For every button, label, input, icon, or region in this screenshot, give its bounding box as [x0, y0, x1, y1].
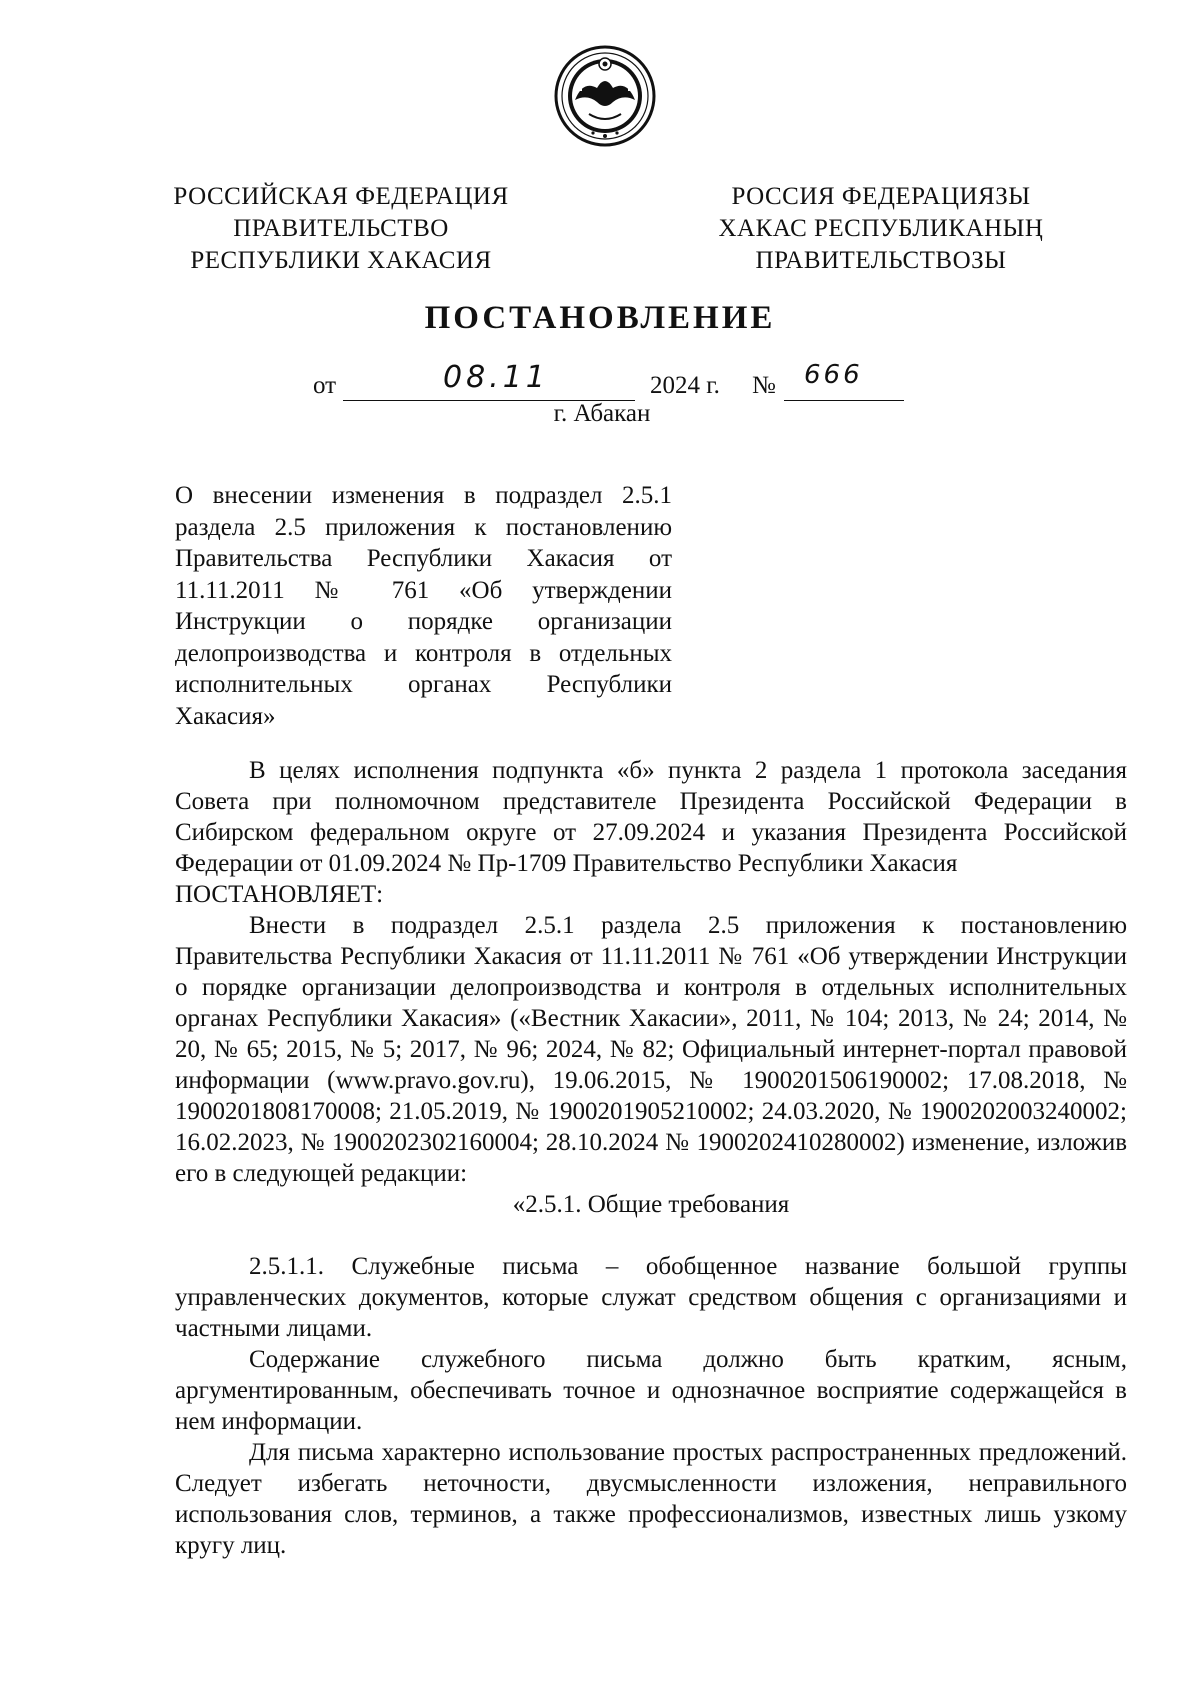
header-russian [160, 181, 522, 277]
paragraph: Содержание служебного письма должно быть кратким, ясным, аргументированным, обеспечивать точное и однозначное восприятие содержащейся в нем информации. [175, 1346, 1127, 1435]
document-body [175, 755, 1127, 1561]
number-label: № [752, 372, 776, 399]
paragraph: Для письма характерно использование простых распространенных предложений. Следует избегать неточности, двусмысленности изложения, неправильного использования слов, терминов, а также профессионализмов, известных лишь узкому кругу лиц. [175, 1439, 1127, 1559]
header-line: ПРАВИТЕЛЬСТВО [233, 215, 449, 242]
date-field [343, 360, 635, 401]
header-line: РЕСПУБЛИКИ ХАКАСИЯ [190, 247, 492, 274]
header-khakas [700, 181, 1062, 277]
header-line: ПРАВИТЕЛЬСТВОЗЫ [755, 247, 1007, 274]
paragraph-resolves: ПОСТАНОВЛЯЕТ: [175, 881, 384, 908]
paragraph: 2.5.1.1. Служебные письма – обобщенное название большой группы управленческих документов, которые служат средством общения с организациями и частными лицами. [175, 1253, 1127, 1342]
emblem-of-khakassia-icon [553, 44, 657, 148]
section-heading: «2.5.1. Общие требования [512, 1191, 790, 1218]
header-line: РОССИЯ ФЕДЕРАЦИЯЗЫ [731, 183, 1031, 210]
header-line: РОССИЙСКАЯ ФЕДЕРАЦИЯ [173, 183, 509, 210]
number-field [784, 360, 904, 401]
from-label: от [313, 372, 337, 399]
header-line: ХАКАС РЕСПУБЛИКАНЫҢ [718, 215, 1044, 242]
paragraph: Внести в подраздел 2.5.1 раздела 2.5 приложения к постановлению Правительства Республики Хакасия от 11.11.2011 № 761 «Об утверждении Инструкции о порядке организации делопроизводства и контроля в отдельных исполнительных органах Республики Хакасия» («Вестник Хакасии», 2011, № 104; 2013, № 24; 2014, № 20, № 65; 2015, № 5; 2017, № 96; 2024, № 82; Официальный интернет-портал правовой информации (www.pravo.gov.ru), 19.06.2015, № 1900201506190002; 17.08.2018, № 1900201808170008; 21.05.2019, № 1900201905210002; 24.03.2020, № 1900202003240002; 16.02.2023, № 1900202302160004; 28.10.2024 № 1900202410280002) изменение, изложив его в следующей редакции: [175, 912, 1127, 1187]
city-label: г. Абакан [553, 400, 651, 427]
paragraph-text: В целях исполнения подпункта «б» пункта 2 раздела 1 протокола заседания Совета при полномочном представителе Президента Российской Федерации в Сибирском федеральном округе от 27.09.2024 и указания Президента Российской Федерации от 01.09.2024 № Пр-1709 Правительство Республики Хакасия [175, 757, 1127, 877]
handwritten-number: 666 [804, 360, 863, 390]
resolution-subject: О внесении изменения в подраздел 2.5.1 раздела 2.5 приложения к постановлению Правительства Республики Хакасия от 11.11.2011 № 761 «Об утверждении Инструкции о порядке организации делопроизводства и контроля в отдельных исполнительных органах Республики Хакасия» [175, 482, 672, 730]
handwritten-date: 08.11 [443, 360, 549, 395]
paragraph [175, 755, 1127, 879]
document-title: ПОСТАНОВЛЕНИЕ [424, 300, 776, 336]
year-label: 2024 г. [650, 372, 720, 399]
